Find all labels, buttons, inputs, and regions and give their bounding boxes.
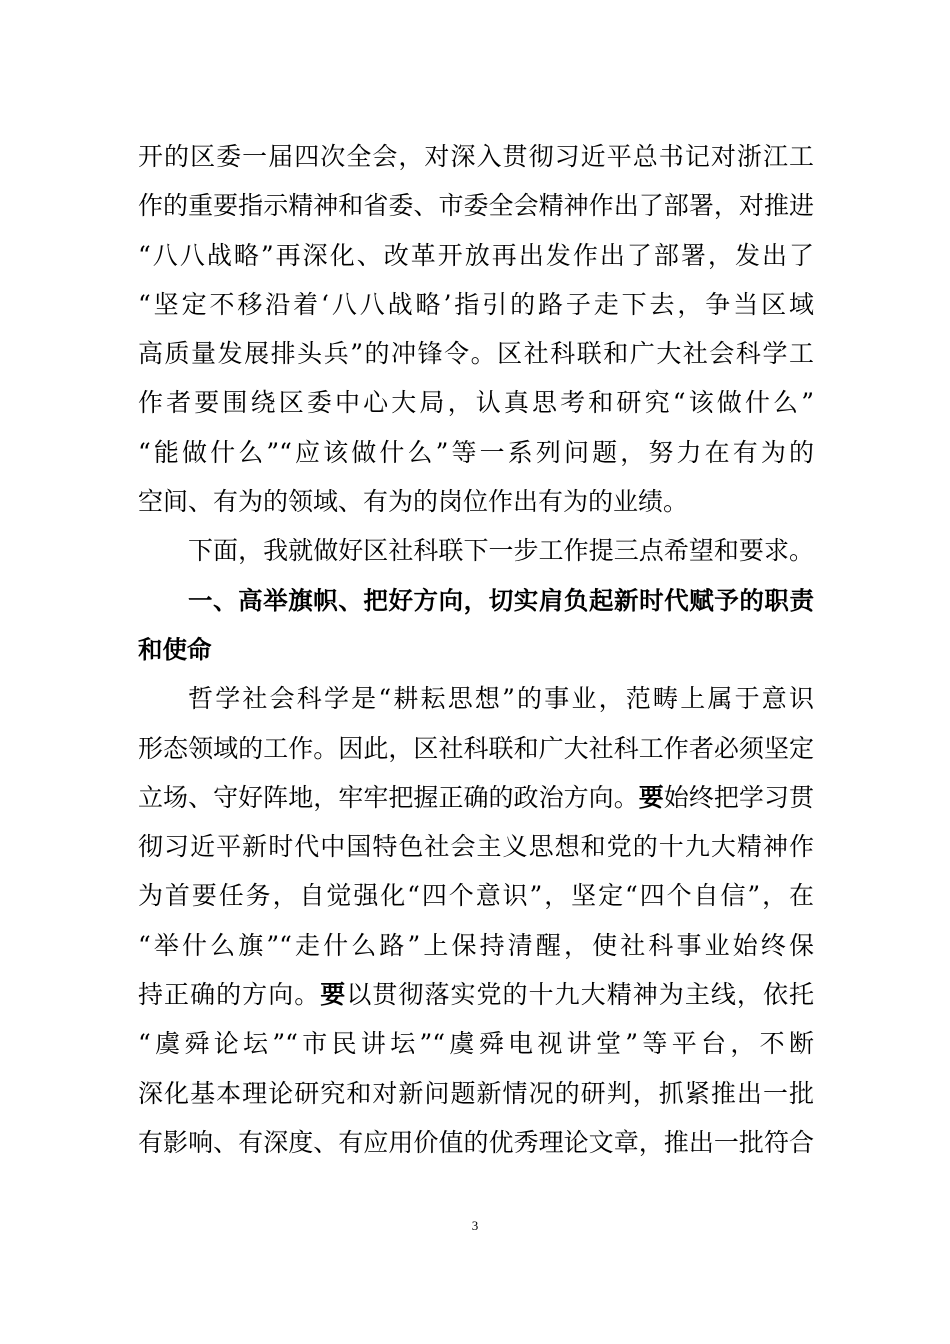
document-body xyxy=(138,132,814,1167)
text-line: 高质量发展排头兵”的冲锋令。区社科联和广大社会科学工 xyxy=(138,339,814,369)
section-heading: 和使命 xyxy=(138,634,212,664)
text-line: 开的区委一届四次全会，对深入贯彻习近平总书记对浙江工 xyxy=(138,142,814,171)
section-heading: 一、高举旗帜、把好方向，切实肩负起新时代赋予的职责 xyxy=(188,585,814,615)
text-run: 持正确的方向。 xyxy=(138,980,321,1010)
text-line xyxy=(138,970,814,1019)
text-line: 为首要任务，自觉强化“四个意识”，坚定“四个自信”，在 xyxy=(138,881,814,911)
text-line: “举什么旗”“走什么路”上保持清醒，使社科事业始终保 xyxy=(138,930,814,960)
text-line: 有影响、有深度、有应用价值的优秀理论文章，推出一批符合 xyxy=(138,1127,814,1157)
text-line: 下面，我就做好区社科联下一步工作提三点希望和要求。 xyxy=(188,536,814,566)
text-line: 彻习近平新时代中国特色社会主义思想和党的十九大精神作 xyxy=(138,832,814,862)
text-line: 空间、有为的领域、有为的岗位作出有为的业绩。 xyxy=(138,487,689,517)
emphasis-word: 要 xyxy=(320,980,347,1010)
text-line: “坚定不移沿着‘八八战略’指引的路子走下去，争当区域 xyxy=(138,289,814,319)
text-run: 始终把学习贯 xyxy=(663,782,814,812)
text-line: “能做什么”“应该做什么”等一系列问题，努力在有为的 xyxy=(138,437,814,467)
text-run: 立场、守好阵地，牢牢把握正确的政治方向。 xyxy=(138,782,639,812)
text-line: 作的重要指示精神和省委、市委全会精神作出了部署，对推进 xyxy=(138,191,814,221)
text-line: 形态领域的工作。因此，区社科联和广大社科工作者必须坚定 xyxy=(138,733,814,763)
text-line xyxy=(138,773,814,822)
text-line: 作者要围绕区委中心大局，认真思考和研究“该做什么” xyxy=(138,388,814,418)
text-line: “八八战略”再深化、改革开放再出发作出了部署，发出了 xyxy=(138,240,814,270)
text-run: 以贯彻落实党的十九大精神为主线，依托 xyxy=(346,980,814,1010)
text-line: 深化基本理论研究和对新问题新情况的研判，抓紧推出一批 xyxy=(138,1078,814,1108)
text-line: “虞舜论坛”“市民讲坛”“虞舜电视讲堂”等平台，不断 xyxy=(138,1029,814,1059)
emphasis-word: 要 xyxy=(638,782,664,812)
text-line: 哲学社会科学是“耕耘思想”的事业，范畴上属于意识 xyxy=(188,684,814,714)
page-number: 3 xyxy=(471,1218,479,1233)
